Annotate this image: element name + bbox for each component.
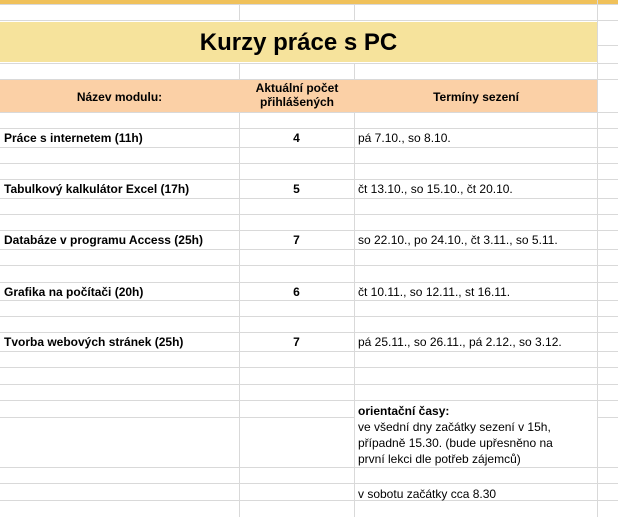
grid-line [354,63,355,517]
notes-line[interactable]: případně 15.30. (bude upřesněno na [358,436,553,450]
grid-line [0,230,618,231]
notes-heading[interactable]: orientační časy: [358,404,450,418]
grid-line [0,316,618,317]
grid-line [0,214,618,215]
header-count-line2: přihlášených [259,95,335,109]
dates-cell[interactable]: pá 25.11., so 26.11., pá 2.12., so 3.12. [358,335,562,349]
dates-cell[interactable]: so 22.10., po 24.10., čt 3.11., so 5.11. [358,233,558,247]
grid-line [0,384,618,385]
grid-line [0,483,618,484]
grid-line [0,179,618,180]
module-name-cell[interactable]: Tabulkový kalkulátor Excel (17h) [4,182,190,196]
header-module-name[interactable]: Název modulu: [76,90,163,104]
grid-line [0,163,618,164]
header-count-line1: Aktuální počet [255,81,339,95]
grid-line [0,198,618,199]
header-registered-count[interactable] [240,81,354,109]
grid-line [0,300,618,301]
module-name-cell[interactable]: Grafika na počítači (20h) [4,285,144,299]
notes-saturday[interactable]: v sobotu začátky cca 8.30 [358,487,497,501]
grid-line [0,332,618,333]
dates-cell[interactable]: čt 13.10., so 15.10., čt 20.10. [358,182,513,196]
count-cell[interactable]: 6 [293,285,300,299]
grid-line [0,467,618,468]
grid-line [0,4,618,5]
notes-line[interactable]: ve všední dny začátky sezení v 15h, [358,420,551,434]
grid-line [239,4,240,20]
grid-line [0,367,618,368]
grid-line [597,45,618,46]
count-cell[interactable]: 7 [293,233,300,247]
grid-line [0,147,618,148]
grid-line [0,128,618,129]
dates-cell[interactable]: pá 7.10., so 8.10. [358,131,451,145]
grid-line [0,417,355,418]
module-name-cell[interactable]: Databáze v programu Access (25h) [4,233,203,247]
grid-line [0,20,618,21]
grid-line [0,249,618,250]
grid-line [0,282,618,283]
count-cell[interactable]: 4 [293,131,300,145]
module-name-cell[interactable]: Tvorba webových stránek (25h) [4,335,184,349]
module-name-cell[interactable]: Práce s internetem (11h) [4,131,143,145]
grid-line [0,351,618,352]
dates-cell[interactable]: čt 10.11., so 12.11., st 16.11. [358,285,511,299]
grid-line [0,400,618,401]
grid-line [597,0,598,517]
grid-line [0,265,618,266]
count-cell[interactable]: 7 [293,335,300,349]
count-cell[interactable]: 5 [293,182,300,196]
grid-line [0,63,618,64]
grid-line [597,417,618,418]
grid-line [354,4,355,20]
grid-line [0,112,618,113]
sheet-title[interactable]: Kurzy práce s PC [199,29,398,56]
notes-line[interactable]: první lekci dle potřeb zájemců) [358,452,521,466]
header-session-dates[interactable]: Termíny sezení [433,90,519,104]
